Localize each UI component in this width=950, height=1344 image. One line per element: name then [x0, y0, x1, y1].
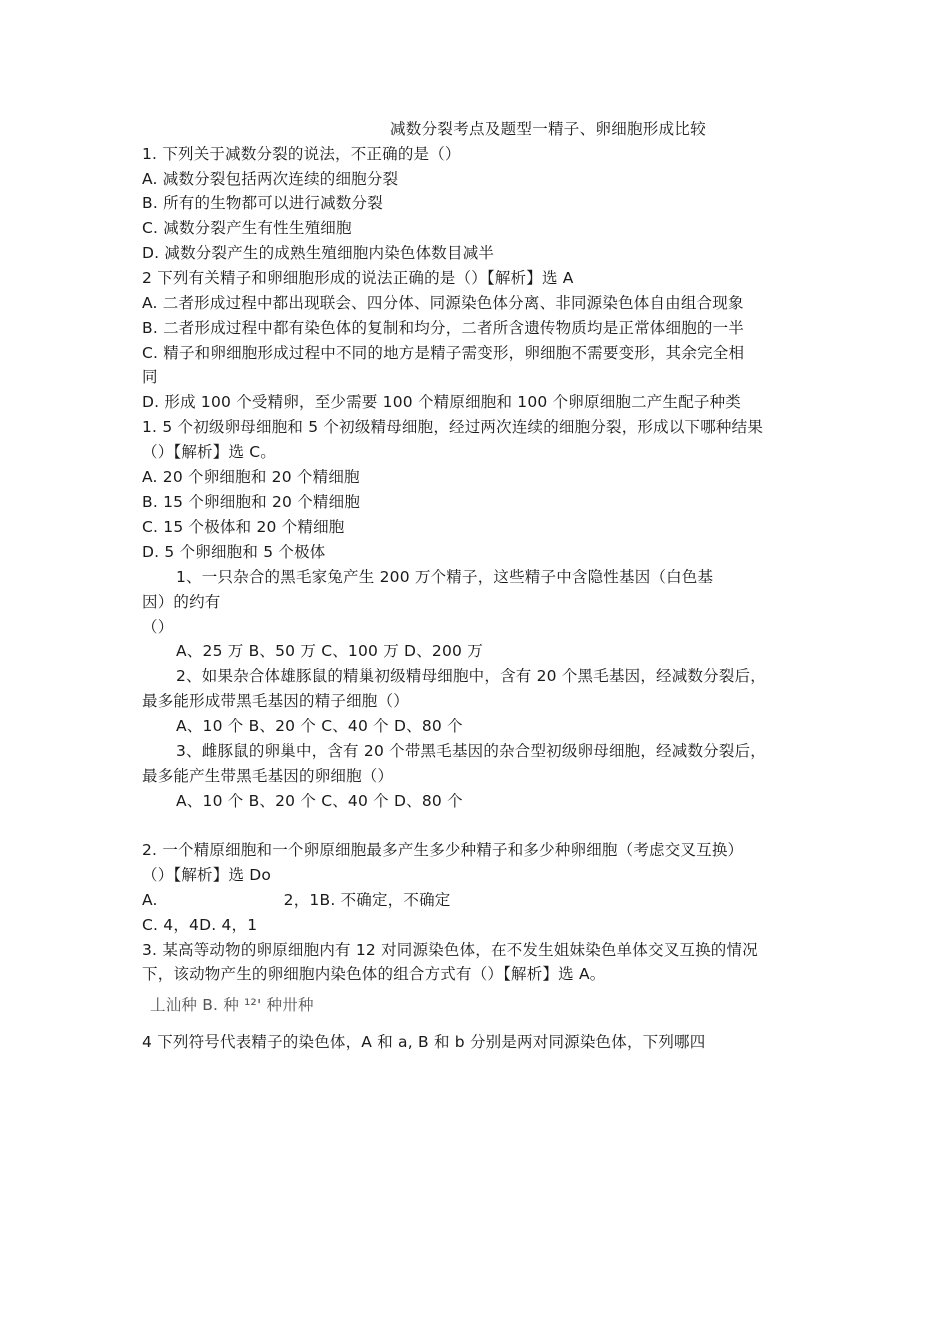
sub-question-1-continued: 因）的约有 — [142, 593, 221, 611]
option-c: C. 15 个极体和 20 个精细胞 — [142, 518, 345, 536]
option-b: B. 15 个卵细胞和 20 个精细胞 — [142, 493, 361, 511]
question-1-stem: 1. 下列关于减数分裂的说法，不正确的是（） — [142, 145, 461, 163]
question-3-analysis: （）【解析】选 C。 — [142, 443, 277, 461]
question-5-continued: 下，该动物产生的卵细胞内染色体的组合方式有（）【解析】选 A。 — [142, 965, 606, 983]
question-3-stem: 1. 5 个初级卵母细胞和 5 个初级精母细胞，经过两次连续的细胞分裂，形成以下哪种结果 — [142, 418, 764, 436]
option-a-b-values: 2，1B. 不确定，不确定 — [283, 891, 451, 909]
option-a: A. 二者形成过程中都出现联会、四分体、同源染色体分离、非同源染色体自由组合现象 — [142, 294, 744, 312]
sub-question-3-stem: 3、雌豚鼠的卵巢中，含有 20 个带黑毛基因的杂合型初级卵母细胞，经减数分裂后， — [176, 742, 766, 760]
question-5-options: 丄汕种 B. 种 ¹²' 种卅种 — [150, 996, 314, 1014]
option-c: C. 减数分裂产生有性生殖细胞 — [142, 219, 352, 237]
question-5-stem: 3. 某高等动物的卵原细胞内有 12 对同源染色体，在不发生姐妹染色单体交叉互换的情况 — [142, 941, 758, 959]
option-c-d: C. 4，4D. 4，1 — [142, 916, 258, 934]
page-title: 减数分裂考点及题型一精子、卵细胞形成比较 — [390, 120, 707, 138]
option-d: D. 减数分裂产生的成熟生殖细胞内染色体数目减半 — [142, 244, 495, 262]
option-c-continued: 同 — [142, 368, 158, 386]
sub-question-2-options: A、10 个 B、20 个 C、40 个 D、80 个 — [176, 717, 463, 735]
question-4-analysis: （）【解析】选 Do — [142, 866, 272, 884]
option-d: D. 形成 100 个受精卵，至少需要 100 个精原细胞和 100 个卵原细胞二产生配子种类 — [142, 393, 742, 411]
sub-question-1-options: A、25 万 B、50 万 C、100 万 D、200 万 — [176, 642, 483, 660]
option-b: B. 二者形成过程中都有染色体的复制和均分，二者所含遗传物质均是正常体细胞的一半 — [142, 319, 744, 337]
option-c: C. 精子和卵细胞形成过程中不同的地方是精子需变形，卵细胞不需要变形，其余完全相 — [142, 344, 745, 362]
option-a-label — [142, 890, 450, 910]
option-a: A. 减数分裂包括两次连续的细胞分裂 — [142, 170, 399, 188]
question-4-stem: 2. 一个精原细胞和一个卵原细胞最多产生多少种精子和多少种卵细胞（考虑交叉互换） — [142, 841, 744, 859]
question-6-stem: 4 下列符号代表精子的染色体，A 和 a, B 和 b 分别是两对同源染色体，下列哪四 — [142, 1033, 706, 1051]
sub-question-2-continued: 最多能形成带黑毛基因的精子细胞（） — [142, 692, 409, 710]
question-2-stem: 2 下列有关精子和卵细胞形成的说法正确的是（）【解析】选 A — [142, 269, 574, 287]
option-a: A. — [142, 891, 158, 909]
option-b: B. 所有的生物都可以进行减数分裂 — [142, 194, 383, 212]
answer-blank: （） — [142, 618, 174, 636]
sub-question-3-options: A、10 个 B、20 个 C、40 个 D、80 个 — [176, 792, 463, 810]
option-d: D. 5 个卵细胞和 5 个极体 — [142, 543, 326, 561]
sub-question-1-stem: 1、一只杂合的黑毛家兔产生 200 万个精子，这些精子中含隐性基因（白色基 — [176, 568, 714, 586]
sub-question-2-stem: 2、如果杂合体雄豚鼠的精巢初级精母细胞中，含有 20 个黑毛基因，经减数分裂后， — [176, 667, 766, 685]
option-a: A. 20 个卵细胞和 20 个精细胞 — [142, 468, 360, 486]
sub-question-3-continued: 最多能产生带黑毛基因的卵细胞（） — [142, 767, 394, 785]
